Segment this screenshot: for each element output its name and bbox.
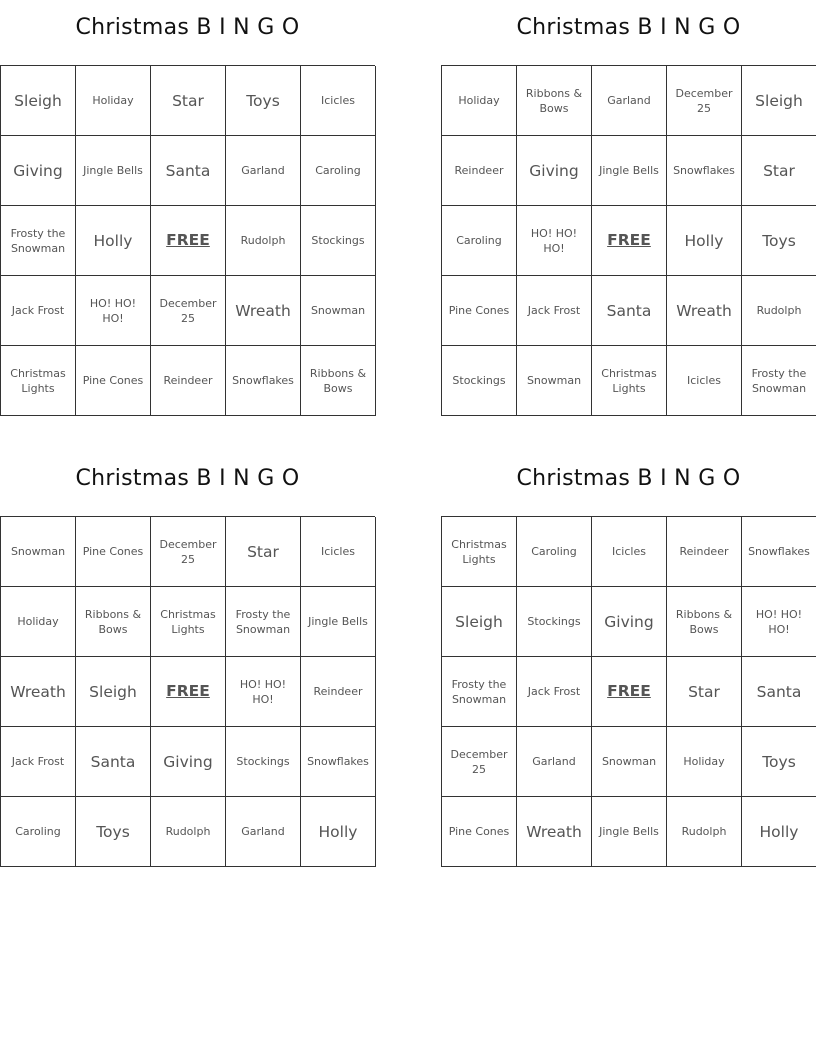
bingo-grid (441, 65, 816, 416)
bingo-cell: HO! HO! HO! (226, 657, 301, 727)
bingo-cell: Ribbons & Bows (667, 587, 742, 657)
bingo-cell: Frosty the Snowman (742, 346, 816, 416)
bingo-cell: Jingle Bells (301, 587, 376, 657)
bingo-cell: Santa (76, 727, 151, 797)
card-title: Christmas B I N G O (516, 15, 741, 40)
bingo-cell: Holly (667, 206, 742, 276)
bingo-cell: Garland (517, 727, 592, 797)
bingo-cell: Jingle Bells (592, 136, 667, 206)
bingo-cell: Rudolph (151, 797, 226, 867)
bingo-cell: Holly (301, 797, 376, 867)
bingo-cell: Wreath (517, 797, 592, 867)
bingo-cell: Snowman (517, 346, 592, 416)
free-space: FREE (592, 657, 667, 727)
bingo-cell: Icicles (592, 517, 667, 587)
bingo-cell: December 25 (151, 517, 226, 587)
bingo-cell: Caroling (301, 136, 376, 206)
bingo-cell: Sleigh (442, 587, 517, 657)
bingo-cell: Santa (592, 276, 667, 346)
bingo-cell: Ribbons & Bows (517, 66, 592, 136)
bingo-cell: Toys (226, 66, 301, 136)
bingo-cell: Reindeer (442, 136, 517, 206)
bingo-cell: Ribbons & Bows (301, 346, 376, 416)
bingo-cell: Holiday (1, 587, 76, 657)
bingo-cell: Star (742, 136, 816, 206)
bingo-cell: Sleigh (742, 66, 816, 136)
bingo-cell: Pine Cones (442, 797, 517, 867)
bingo-cell: Giving (151, 727, 226, 797)
bingo-cell: Caroling (442, 206, 517, 276)
bingo-cell: December 25 (442, 727, 517, 797)
bingo-cell: Toys (742, 206, 816, 276)
bingo-cell: Icicles (301, 517, 376, 587)
bingo-cell: Holly (742, 797, 816, 867)
bingo-cell: Jingle Bells (592, 797, 667, 867)
card-title: Christmas B I N G O (75, 15, 300, 40)
bingo-cell: Holiday (667, 727, 742, 797)
bingo-cell: Jack Frost (1, 276, 76, 346)
bingo-cell: Garland (592, 66, 667, 136)
bingo-cell: Giving (1, 136, 76, 206)
bingo-cell: Snowflakes (742, 517, 816, 587)
bingo-cell: Rudolph (226, 206, 301, 276)
bingo-cell: December 25 (151, 276, 226, 346)
bingo-cell: Ribbons & Bows (76, 587, 151, 657)
bingo-cell: Wreath (1, 657, 76, 727)
bingo-cell: Jack Frost (1, 727, 76, 797)
bingo-cell: Holiday (442, 66, 517, 136)
bingo-cell: Sleigh (1, 66, 76, 136)
bingo-cell: Stockings (442, 346, 517, 416)
bingo-cell: HO! HO! HO! (76, 276, 151, 346)
bingo-cell: Snowflakes (226, 346, 301, 416)
bingo-grid (0, 516, 375, 867)
bingo-cell: Rudolph (667, 797, 742, 867)
bingo-cell: Frosty the Snowman (442, 657, 517, 727)
bingo-cell: Sleigh (76, 657, 151, 727)
bingo-cell: Star (226, 517, 301, 587)
bingo-cell: Christmas Lights (1, 346, 76, 416)
free-space: FREE (592, 206, 667, 276)
bingo-cell: Caroling (517, 517, 592, 587)
bingo-cell: Icicles (301, 66, 376, 136)
bingo-cell: Holly (76, 206, 151, 276)
bingo-cell: Snowman (592, 727, 667, 797)
bingo-cell: HO! HO! HO! (742, 587, 816, 657)
bingo-grid (0, 65, 375, 416)
bingo-cell: Star (667, 657, 742, 727)
bingo-cell: Giving (592, 587, 667, 657)
bingo-cell: Christmas Lights (592, 346, 667, 416)
card-title: Christmas B I N G O (75, 466, 300, 491)
bingo-cell: Christmas Lights (151, 587, 226, 657)
bingo-grid (441, 516, 816, 867)
bingo-cell: Reindeer (301, 657, 376, 727)
bingo-cell: Stockings (226, 727, 301, 797)
bingo-cell: Frosty the Snowman (1, 206, 76, 276)
bingo-cell: Pine Cones (442, 276, 517, 346)
bingo-cell: Wreath (667, 276, 742, 346)
free-space: FREE (151, 657, 226, 727)
bingo-cell: Snowflakes (667, 136, 742, 206)
bingo-cell: Caroling (1, 797, 76, 867)
bingo-cell: Stockings (517, 587, 592, 657)
bingo-cell: Toys (742, 727, 816, 797)
bingo-cell: Santa (742, 657, 816, 727)
bingo-cell: Santa (151, 136, 226, 206)
bingo-cell: Snowman (301, 276, 376, 346)
bingo-cell: Jack Frost (517, 276, 592, 346)
card-title: Christmas B I N G O (516, 466, 741, 491)
bingo-cell: Star (151, 66, 226, 136)
bingo-cell: Jingle Bells (76, 136, 151, 206)
bingo-cell: Garland (226, 136, 301, 206)
bingo-cell: HO! HO! HO! (517, 206, 592, 276)
bingo-cell: Garland (226, 797, 301, 867)
bingo-cell: Wreath (226, 276, 301, 346)
bingo-cell: Reindeer (151, 346, 226, 416)
bingo-cell: December 25 (667, 66, 742, 136)
bingo-cell: Jack Frost (517, 657, 592, 727)
bingo-cell: Icicles (667, 346, 742, 416)
bingo-cell: Stockings (301, 206, 376, 276)
bingo-cell: Toys (76, 797, 151, 867)
bingo-cell: Frosty the Snowman (226, 587, 301, 657)
bingo-cell: Christmas Lights (442, 517, 517, 587)
bingo-cell: Pine Cones (76, 346, 151, 416)
bingo-cell: Snowflakes (301, 727, 376, 797)
free-space: FREE (151, 206, 226, 276)
bingo-cell: Reindeer (667, 517, 742, 587)
bingo-cell: Giving (517, 136, 592, 206)
bingo-cell: Pine Cones (76, 517, 151, 587)
bingo-cell: Holiday (76, 66, 151, 136)
bingo-cell: Snowman (1, 517, 76, 587)
bingo-cell: Rudolph (742, 276, 816, 346)
